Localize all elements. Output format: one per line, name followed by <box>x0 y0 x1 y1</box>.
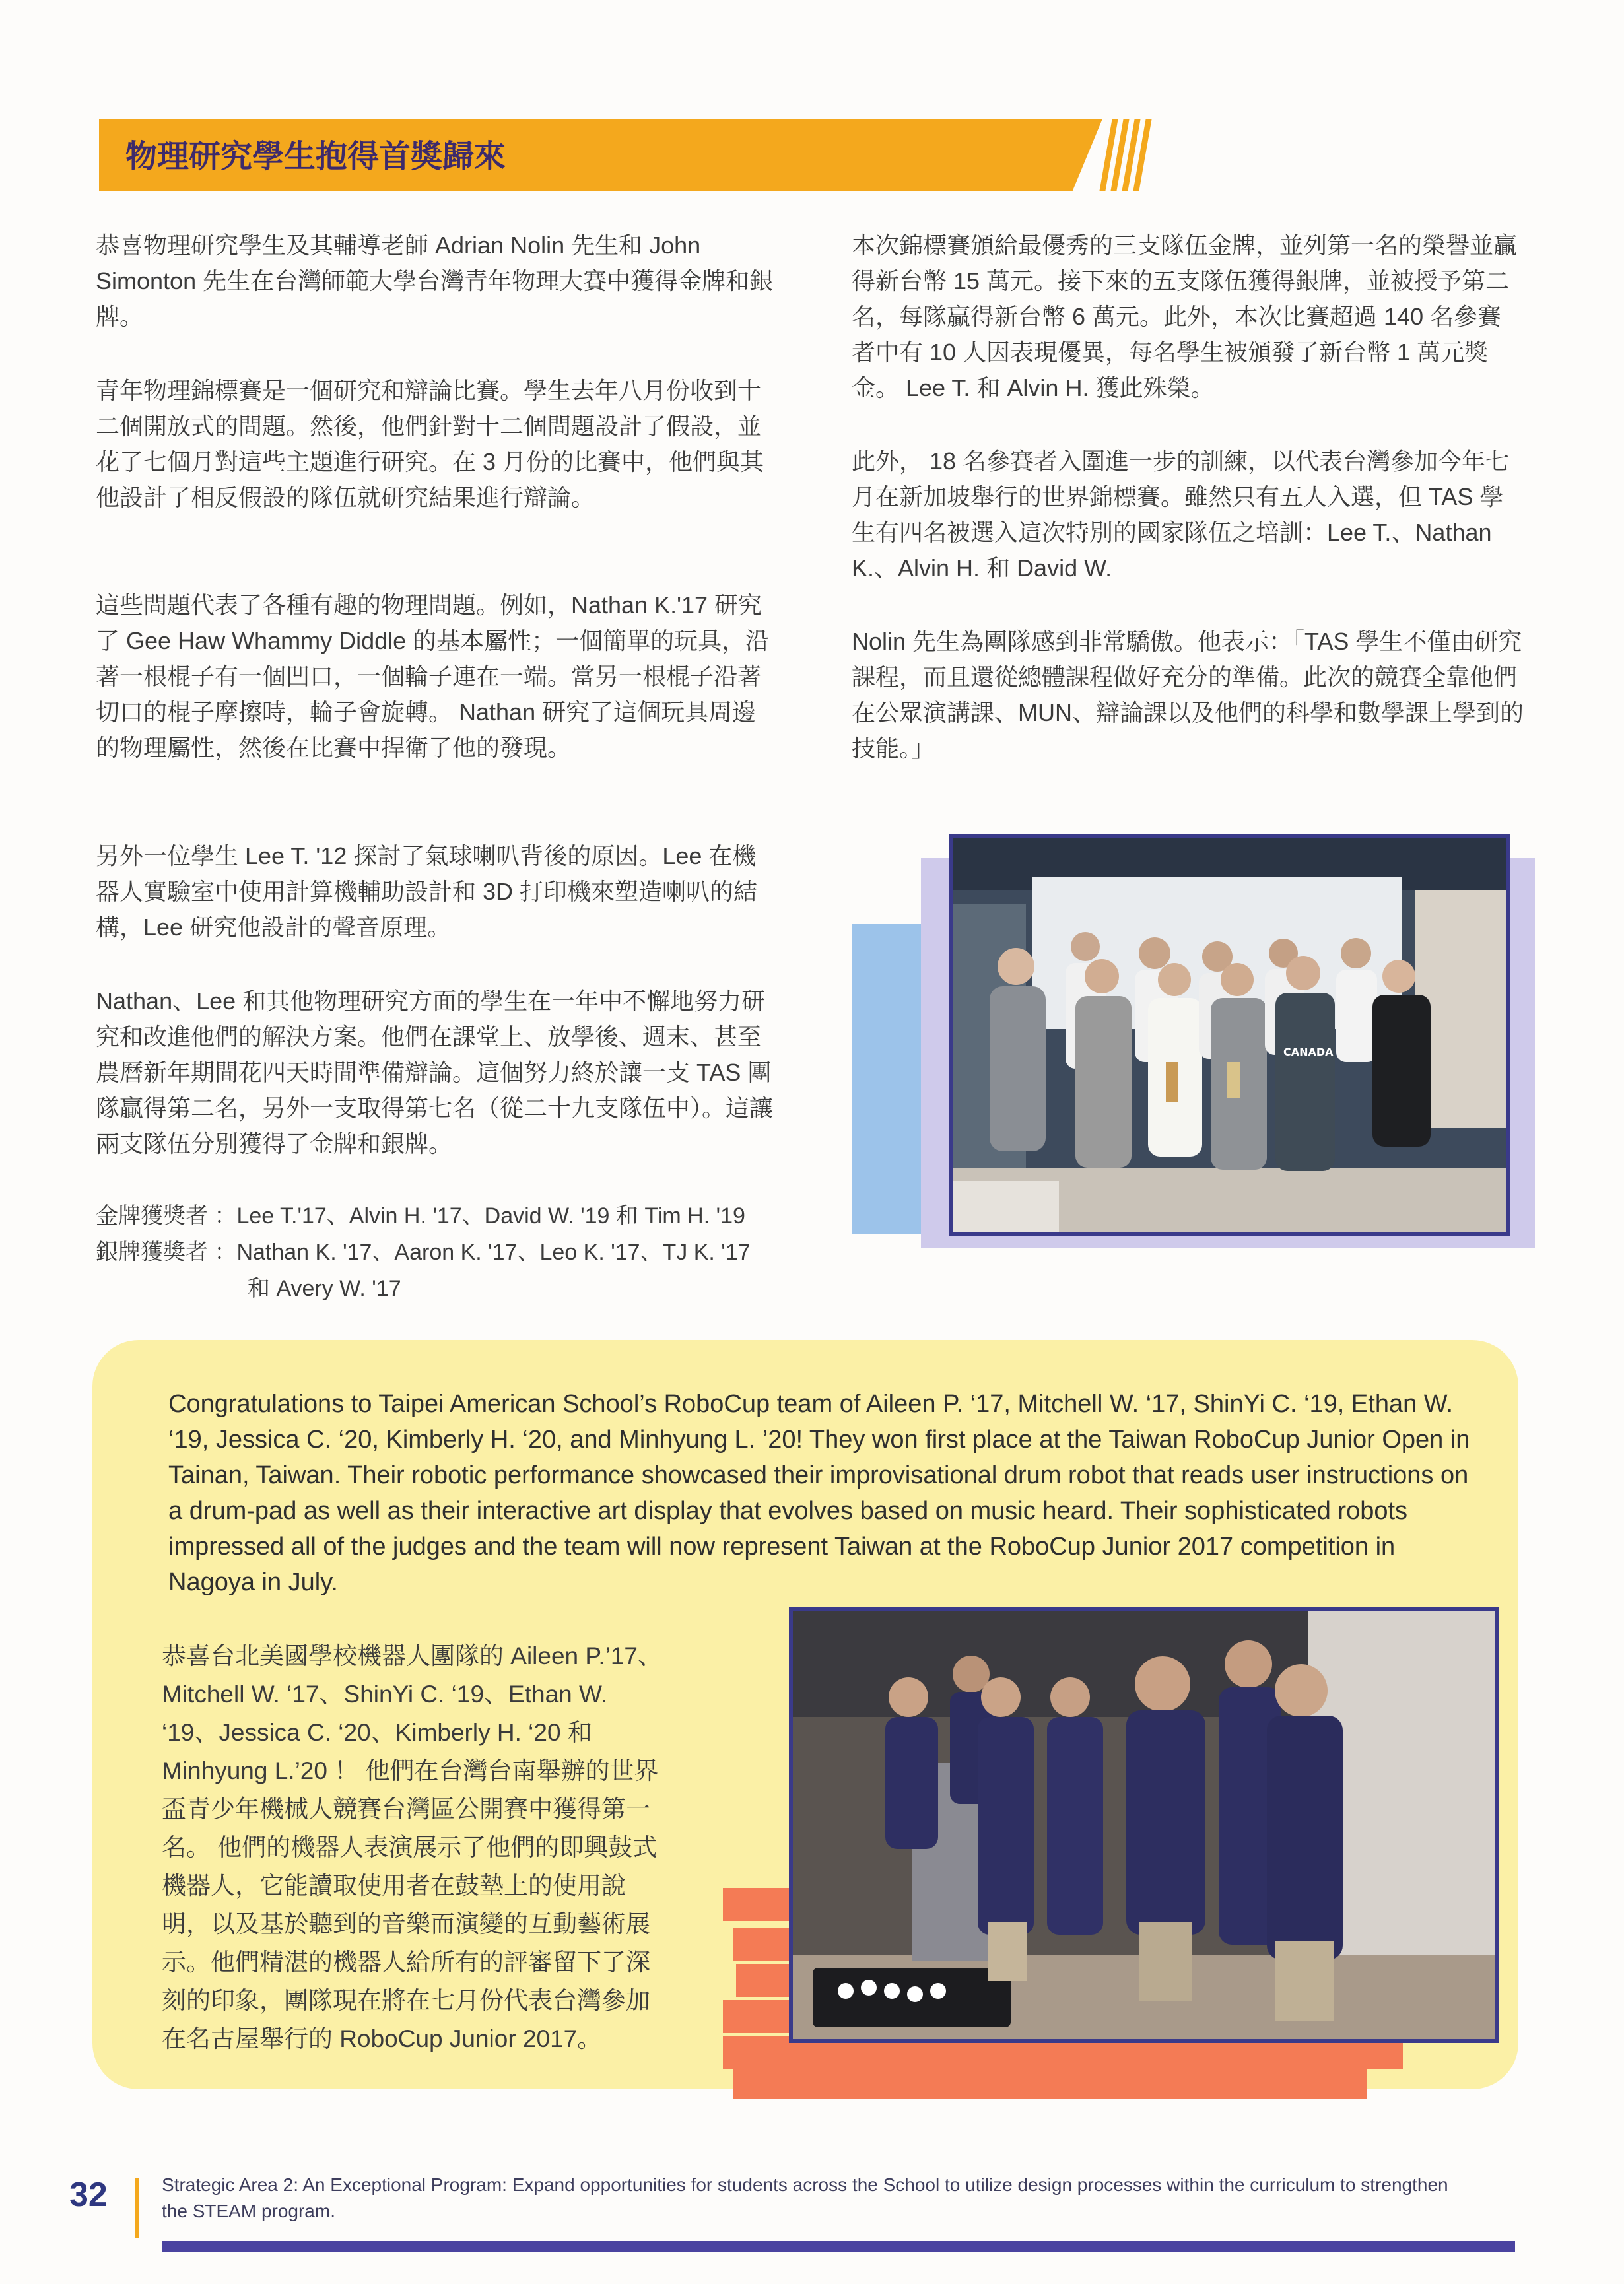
page-number: 32 <box>69 2176 108 2214</box>
silver-names-continued: 和 Avery W. '17 <box>248 1276 401 1301</box>
problems-paragraph: 這些問題代表了各種有趣的物理問題。例如，Nathan K.'17 研究了 Gee Haw Whammy Diddle 的基本屬性；一個簡單的玩具，沿著一根棍子有一個凹口，一個輪子連在一端。當另一根棍子沿著切口的棍子摩擦時，輪子會旋轉。 Nathan 研究了這個玩具周邊的物理屬性，然後在比賽中捍衛了他的發現。 <box>96 591 770 761</box>
physics-team-photo <box>949 834 1510 1236</box>
tournament-paragraph: 青年物理錦標賽是一個研究和辯論比賽。學生去年八月份收到十二個開放式的問題。然後，他們針對十二個問題設計了假設，並花了七個月對這些主題進行研究。在 3 月份的比賽中，他們與其他設計了相反假設的隊伍就研究結果進行辯論。 <box>96 377 764 511</box>
prize-paragraph: 本次錦標賽頒給最優秀的三支隊伍金牌，並列第一名的榮譽並贏得新台幣 15 萬元。接下來的五支隊伍獲得銀牌，並被授予第二名，每隊贏得新台幣 6 萬元。此外，本次比賽超過 140 名參賽者中有 10 人因表現優異，每名學生被頒發了新台幣 1 萬元獎金。 Lee T. 和 Alvin H. 獲此殊榮。 <box>852 232 1518 401</box>
nolin-quote-paragraph: Nolin 先生為團隊感到非常驕傲。他表示：「TAS 學生不僅由研究課程，而且還從總體課程做好充分的準備。此次的競賽全靠他們在公眾演講課、MUN、辯論課以及他們的科學和數學課上學到的技能。」 <box>852 628 1524 762</box>
robocup-english-paragraph: Congratulations to Taipei American School’s RoboCup team of Aileen P. ‘17, Mitchell W. ‘17, ShinYi C. ‘19, Ethan W. ‘19, Jessica C. ‘20, Kimberly H. ‘20, and Minhyung L. ’20! They won first place at the Taiwan RoboCup Junior Open in Tainan, Taiwan. Their robotic performance showcased their improvisational drum robot that reads user instructions on a drum-pad as well as their interactive art display that evolves based on music heard. Their sophisticated robots impressed all of the judges and the team will now represent Taiwan at the RoboCup Junior 2017 competition in Nagoya in July. <box>168 1390 1470 1596</box>
lee-paragraph: 另外一位學生 Lee T. '12 探討了氣球喇叭背後的原因。Lee 在機器人實驗室中使用計算機輔助設計和 3D 打印機來塑造喇叭的結構，Lee 研究他設計的聲音原理。 <box>96 842 758 941</box>
effort-paragraph: Nathan、Lee 和其他物理研究方面的學生在一年中不懈地努力研究和改進他們的解決方案。他們在課堂上、放學後、週末、甚至農曆新年期間花四天時間準備辯論。這個努力終於讓一支 TAS 團隊贏得第二名，另外一支取得第七名（從二十九支隊伍中）。這讓兩支隊伍分別獲得了金牌和銀牌。 <box>96 988 774 1157</box>
physics-team-photo-illustration <box>953 838 1506 1232</box>
page-title: 物理研究學生抱得首獎歸來 <box>125 139 506 174</box>
robocup-chinese-paragraph: 恭喜台北美國學校機器人團隊的 Aileen P.’17、Mitchell W. ‘17、ShinYi C. ‘19、Ethan W. ‘19、Jessica C. ‘20、Kimberly H. ‘20 和 Minhyung L.’20 ！ 他們在台灣台南舉辦的世界盃青少年機械人競賽台灣區公開賽中獲得第一名。 他們的機器人表演展示了他們的即興鼓式機器人，它能讀取使用者在鼓墊上的使用說明，以及基於聽到的音樂而演變的互動藝術展示。他們精湛的機器人給所有的評審留下了深刻的印象，團隊現在將在七月份代表台灣參加在名古屋舉行的 RoboCup Junior 2017。 <box>162 1642 662 2052</box>
intro-paragraph: 恭喜物理研究學生及其輔導老師 Adrian Nolin 先生和 John Simonton 先生在台灣師範大學台灣青年物理大賽中獲得金牌和銀牌。 <box>96 232 774 330</box>
footer-strategic-area-text: Strategic Area 2: An Exceptional Program: Expand opportunities for students across the School to utilize design processes within the curriculum to strengthen the STEAM program. <box>162 2174 1448 2221</box>
gold-names: ：Lee T.'17、Alvin H. '17、David W. '19 和 Tim H. '19 <box>214 1203 745 1228</box>
silver-winners-row <box>96 1234 751 1270</box>
photo-accent-bar <box>733 2069 1367 2099</box>
gold-label: 金牌獲獎者 <box>96 1203 208 1228</box>
gold-winners-row <box>96 1198 745 1234</box>
training-paragraph: 此外， 18 名參賽者入圍進一步的訓練，以代表台灣參加今年七月在新加坡舉行的世界錦標賽。雖然只有五人入選，但 TAS 學生有四名被選入這次特別的國家隊伍之培訓：Lee T.、Nathan K.、Alvin H. 和 David W. <box>852 448 1510 582</box>
silver-label: 銀牌獲獎者 <box>96 1240 208 1265</box>
silver-names: ：Nathan K. '17、Aaron K. '17、Leo K. '17、TJ K. '17 <box>214 1240 751 1265</box>
robocup-team-photo-illustration <box>793 1611 1495 2039</box>
footer-divider <box>135 2178 139 2238</box>
footer-bar <box>162 2241 1515 2252</box>
shirt-text: CANADA <box>1283 1046 1334 1058</box>
robocup-team-photo <box>789 1607 1499 2043</box>
